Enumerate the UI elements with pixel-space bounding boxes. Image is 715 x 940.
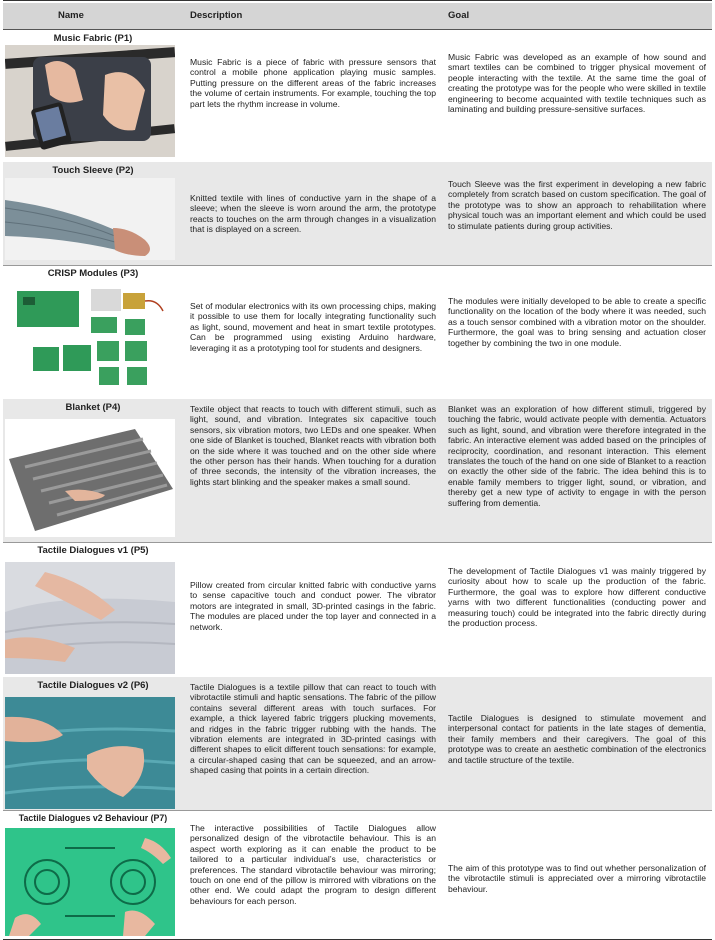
music-fabric-photo — [5, 45, 175, 157]
row-description: Music Fabric is a piece of fabric with pressure sensors that control a mobile phone application playing music samples. Putting pressure on the different areas of the fabric increases the volume of certain instruments. For example, touching the top part lets the rhythm increase in volume. — [190, 57, 436, 109]
tactile-dialogues-v2-photo — [5, 697, 175, 809]
crisp-modules-photo — [5, 281, 175, 393]
row-goal: Music Fabric was developed as an example of how sound and smart textiles can be combined to trigger physical movement of people interacting with the textile. At the same time the goal of creating the prototype was for the people who were skilled in textile engineering to become acquainted with textile techniques such as laminating and building pressure-sensitive surfaces. — [448, 52, 706, 115]
row-description: Pillow created from circular knitted fabric with conductive yarns to sense capacitive touch and conduct power. The vibrator motors are integrated in small, 3D-printed casings in the fabric. The modules are placed under the top layer and connected in a network. — [190, 580, 436, 632]
row-goal: Tactile Dialogues is designed to stimulate movement and interpersonal contact for patients in the late stages of dementia, their family members and their caregivers. The goal of this prototype was to create an aesthetic combination of the electronics and tactile structure of the textile. — [448, 713, 706, 765]
header-goal: Goal — [448, 10, 470, 21]
table-row-p4 — [3, 399, 712, 543]
row-description: Knitted textile with lines of conductive yarn in the shape of a sleeve; when the sleeve is worn around the arm, the prototype reacts to touches on the arm through changes in a visualization that is displayed on a screen. — [190, 193, 436, 235]
row-name: Blanket (P4) — [65, 402, 121, 413]
prototype-table — [3, 0, 712, 940]
header-description: Description — [190, 10, 243, 21]
tactile-dialogues-behaviour-illustration — [5, 828, 175, 936]
row-name: Tactile Dialogues v2 Behaviour (P7) — [18, 813, 168, 823]
blanket-photo — [5, 419, 175, 537]
tactile-dialogues-v1-photo — [5, 562, 175, 674]
row-goal: Blanket was an exploration of how different stimuli, triggered by touching the fabric, would activate people with dementia. Actuators such as light, sound, and vibration were therefore integrated in the fabric. An interactive element was added based on the principles of reciprocity, coordination, and resonant interaction. This element translates the touch of the hand on one side of Blanket to a reaction on exactly the other side of the fabric. The idea behind this is to enable family members to trigger light, sound, or vibration, and thereby get a new type of activity to engage in with the person suffering from dementia. — [448, 404, 706, 508]
row-name: Tactile Dialogues v2 (P6) — [37, 680, 149, 691]
row-description: Tactile Dialogues is a textile pillow that can react to touch with vibrotactile stimuli and haptic sensations. The fabric of the pillow contains several different areas with touch surfaces. For example, a thick layered fabric triggers plucking movements, and ridges in the fabric trigger rubbing with the hands. The vibration elements are integrated in 3D-printed casings with different shapes to elicit different touch sensations: for example, a circular-shaped casing that can be squeezed, and an arrow-shaped casing that points in a certain direction. — [190, 682, 436, 776]
table-row-p5 — [3, 542, 712, 678]
row-description: The interactive possibilities of Tactile Dialogues allow personalized design of the vibrotactile behaviour. This is an aspect worth exploring as it can enable the product to be tailored to a particular individual’s use, characteristics or preferences. The standard vibrotactile behaviour was mirroring; touch on one end of the pillow is mirrored with vibrations on the other end. We could adapt the program to design different behaviours for each person. — [190, 823, 436, 906]
table-header — [3, 3, 712, 30]
row-name: Tactile Dialogues v1 (P5) — [37, 545, 149, 556]
table-row-p6 — [3, 677, 712, 811]
row-description: Set of modular electronics with its own processing chips, making it possible to use them for locally integrating functionality such as light, sound, movement and heat in smart textile prototypes. Can be programmed using existing Arduino hardware, leveraging it as a prototyping tool for students and designers. — [190, 301, 436, 353]
row-name: Touch Sleeve (P2) — [52, 165, 134, 176]
table-row-p7 — [3, 810, 712, 938]
row-goal: The development of Tactile Dialogues v1 was mainly triggered by curiosity about how to scale up the production of the fabric. Furthermore, the goal was to explore how different conductive yarns with two different functionalities (conducting power and measuring touch) could be integrated into the fabric directly during the production process. — [448, 566, 706, 629]
table-row-p2 — [3, 162, 712, 266]
row-goal: Touch Sleeve was the first experiment in developing a new fabric completely from scratch based on custom specification. The goal of the prototype was to show an approach to rehabilitation where physical touch was an important element and which could be used to stimulate patients during group activities. — [448, 179, 706, 231]
row-name: Music Fabric (P1) — [53, 33, 133, 44]
touch-sleeve-photo — [5, 178, 175, 260]
row-goal: The aim of this prototype was to find out whether personalization of the vibrotactile stimuli is appreciated over a mirroring vibrotactile behaviour. — [448, 863, 706, 894]
row-name: CRISP Modules (P3) — [47, 268, 139, 279]
table-row-p3 — [3, 265, 712, 400]
row-description: Textile object that reacts to touch with different stimuli, such as light, sound, and vibration. Integrates six capacitive touch sensors, six vibration motors, two LEDs and one speaker. When one side of Blanket is touched, Blanket reacts with vibration both on the side where it was touched and on the other side where the other person has their hands. When touching for a duration of three seconds, the intensity of the vibration increases, the lights start blinking and the speaker makes a small sound. — [190, 404, 436, 487]
table-row-p1 — [3, 30, 712, 163]
row-goal: The modules were initially developed to be able to create a specific functionality on the location of the body where it was needed, such as a touch sensor combined with a vibration motor on the shoulder. Furthermore, the goal was to bring sensing and actuation closer together by combining the two in one module. — [448, 296, 706, 348]
header-name: Name — [58, 10, 84, 21]
